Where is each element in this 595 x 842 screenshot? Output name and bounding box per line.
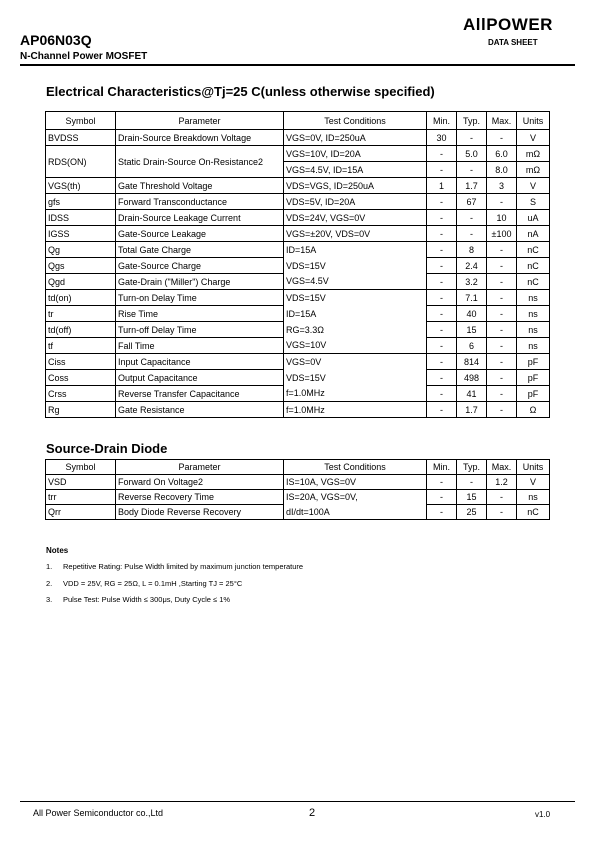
- cell-max: -: [487, 242, 517, 258]
- cell-min: -: [427, 146, 457, 162]
- cell-typ: 2.4: [457, 258, 487, 274]
- cell-max: 1.2: [487, 475, 517, 490]
- cell-symbol: Qrr: [46, 505, 116, 520]
- cell-parameter: Turn-off Delay Time: [116, 322, 284, 338]
- cell-unit: nC: [517, 274, 550, 290]
- cell-unit: nC: [517, 242, 550, 258]
- cell-symbol: Qgs: [46, 258, 116, 274]
- cell-cond: VDS=15V: [284, 258, 427, 274]
- cell-typ: 40: [457, 306, 487, 322]
- table-header-row: [46, 112, 550, 130]
- table-row: [46, 475, 550, 490]
- cell-typ: -: [457, 210, 487, 226]
- cell-parameter: Gate Threshold Voltage: [116, 178, 284, 194]
- cell-symbol: Crss: [46, 386, 116, 402]
- cell-symbol: td(off): [46, 322, 116, 338]
- cell-min: -: [427, 226, 457, 242]
- cell-unit: uA: [517, 210, 550, 226]
- col-header: Typ.: [457, 460, 487, 475]
- cell-symbol: IGSS: [46, 226, 116, 242]
- cell-min: -: [427, 210, 457, 226]
- cell-min: -: [427, 274, 457, 290]
- cell-typ: 25: [457, 505, 487, 520]
- cell-parameter: Turn-on Delay Time: [116, 290, 284, 306]
- cell-unit: ns: [517, 338, 550, 354]
- cell-cond: VGS=10V: [284, 338, 427, 354]
- cell-typ: 6: [457, 338, 487, 354]
- cell-max: -: [487, 322, 517, 338]
- table-row: [46, 306, 550, 322]
- cell-symbol: gfs: [46, 194, 116, 210]
- cell-cond: VDS=24V, VGS=0V: [284, 210, 427, 226]
- cell-cond: VDS=15V: [284, 290, 427, 306]
- cell-cond: VGS=0V: [284, 354, 427, 370]
- cell-min: -: [427, 290, 457, 306]
- table-header-row: [46, 460, 550, 475]
- cell-unit: mΩ: [517, 162, 550, 178]
- cell-typ: 67: [457, 194, 487, 210]
- cell-symbol: Rg: [46, 402, 116, 418]
- cell-unit: mΩ: [517, 146, 550, 162]
- cell-cond: dI/dt=100A: [284, 505, 427, 520]
- cell-parameter: Drain-Source Leakage Current: [116, 210, 284, 226]
- table-row: [46, 290, 550, 306]
- table-row: [46, 242, 550, 258]
- cell-typ: 7.1: [457, 290, 487, 306]
- cell-unit: nC: [517, 258, 550, 274]
- cell-parameter: Rise Time: [116, 306, 284, 322]
- col-header: Symbol: [46, 112, 116, 130]
- cell-min: -: [427, 258, 457, 274]
- cell-symbol: Qg: [46, 242, 116, 258]
- note-number: 3.: [46, 595, 53, 604]
- cell-min: 1: [427, 178, 457, 194]
- cell-parameter: Input Capacitance: [116, 354, 284, 370]
- header-divider: [20, 64, 575, 66]
- cell-unit: pF: [517, 354, 550, 370]
- cell-min: -: [427, 402, 457, 418]
- col-header: Min.: [427, 460, 457, 475]
- footer-company: All Power Semiconductor co.,Ltd: [33, 808, 164, 818]
- cell-unit: ns: [517, 490, 550, 505]
- cell-typ: -: [457, 475, 487, 490]
- note-number: 1.: [46, 562, 53, 571]
- cell-max: -: [487, 505, 517, 520]
- cell-parameter: Body Diode Reverse Recovery: [116, 505, 284, 520]
- doc-type-label: DATA SHEET: [488, 38, 538, 47]
- cell-min: -: [427, 306, 457, 322]
- cell-max: -: [487, 258, 517, 274]
- notes-title: Notes: [46, 546, 69, 555]
- col-header: Parameter: [116, 112, 284, 130]
- cell-parameter: Forward On Voltage2: [116, 475, 284, 490]
- note-item: [46, 579, 242, 588]
- cell-parameter: Reverse Recovery Time: [116, 490, 284, 505]
- note-text: Pulse Test: Pulse Width ≤ 300μs, Duty Cycle ≤ 1%: [63, 595, 231, 604]
- table-row: [46, 210, 550, 226]
- cell-cond: VDS=VGS, ID=250uA: [284, 178, 427, 194]
- cell-parameter: Forward Transconductance: [116, 194, 284, 210]
- cell-parameter: Static Drain-Source On-Resistance2: [116, 146, 284, 178]
- cell-cond: f=1.0MHz: [284, 386, 427, 402]
- cell-cond: VGS=10V, ID=20A: [284, 146, 427, 162]
- cell-max: 6.0: [487, 146, 517, 162]
- note-item: [46, 562, 303, 571]
- cell-unit: pF: [517, 370, 550, 386]
- cell-cond: VGS=±20V, VDS=0V: [284, 226, 427, 242]
- col-header: Max.: [487, 460, 517, 475]
- col-header: Symbol: [46, 460, 116, 475]
- table-row: [46, 258, 550, 274]
- cell-typ: 3.2: [457, 274, 487, 290]
- cell-max: -: [487, 194, 517, 210]
- cell-parameter: Gate Resistance: [116, 402, 284, 418]
- cell-cond: f=1.0MHz: [284, 402, 427, 418]
- cell-cond: IS=10A, VGS=0V: [284, 475, 427, 490]
- cell-parameter: Output Capacitance: [116, 370, 284, 386]
- cell-cond: VGS=0V, ID=250uA: [284, 130, 427, 146]
- cell-min: -: [427, 194, 457, 210]
- cell-min: -: [427, 475, 457, 490]
- table-row: [46, 322, 550, 338]
- cell-symbol: td(on): [46, 290, 116, 306]
- cell-typ: 1.7: [457, 402, 487, 418]
- col-header: Parameter: [116, 460, 284, 475]
- cell-cond: ID=15A: [284, 242, 427, 258]
- cell-symbol: Ciss: [46, 354, 116, 370]
- cell-symbol: VSD: [46, 475, 116, 490]
- cell-typ: -: [457, 130, 487, 146]
- cell-max: ±100: [487, 226, 517, 242]
- cell-cond: VDS=5V, ID=20A: [284, 194, 427, 210]
- cell-symbol: tr: [46, 306, 116, 322]
- cell-symbol: Coss: [46, 370, 116, 386]
- col-header: Max.: [487, 112, 517, 130]
- cell-max: -: [487, 370, 517, 386]
- table-row: [46, 146, 550, 162]
- cell-parameter: Fall Time: [116, 338, 284, 354]
- cell-symbol: RDS(ON): [46, 146, 116, 178]
- cell-min: -: [427, 162, 457, 178]
- table-row: [46, 338, 550, 354]
- table-row: [46, 386, 550, 402]
- table-row: [46, 194, 550, 210]
- cell-typ: -: [457, 162, 487, 178]
- note-number: 2.: [46, 579, 53, 588]
- table-row: [46, 178, 550, 194]
- table-row: [46, 370, 550, 386]
- cell-max: -: [487, 338, 517, 354]
- cell-min: -: [427, 338, 457, 354]
- cell-unit: nC: [517, 505, 550, 520]
- col-header: Typ.: [457, 112, 487, 130]
- cell-max: 8.0: [487, 162, 517, 178]
- cell-min: -: [427, 370, 457, 386]
- cell-min: 30: [427, 130, 457, 146]
- cell-typ: 1.7: [457, 178, 487, 194]
- note-text: Repetitive Rating: Pulse Width limited by maximum junction temperature: [63, 562, 304, 571]
- cell-min: -: [427, 490, 457, 505]
- col-header: Units: [517, 112, 550, 130]
- cell-min: -: [427, 354, 457, 370]
- cell-unit: pF: [517, 386, 550, 402]
- cell-max: -: [487, 402, 517, 418]
- cell-cond: RG=3.3Ω: [284, 322, 427, 338]
- col-header: Test Conditions: [284, 112, 427, 130]
- cell-unit: ns: [517, 306, 550, 322]
- cell-min: -: [427, 386, 457, 402]
- cell-parameter: Reverse Transfer Capacitance: [116, 386, 284, 402]
- cell-symbol: Qgd: [46, 274, 116, 290]
- cell-unit: ns: [517, 290, 550, 306]
- cell-cond: VGS=4.5V: [284, 274, 427, 290]
- source-drain-table: [45, 459, 550, 520]
- col-header: Min.: [427, 112, 457, 130]
- cell-parameter: Gate-Source Leakage: [116, 226, 284, 242]
- device-subtitle: N-Channel Power MOSFET: [20, 51, 148, 62]
- footer-divider: [20, 801, 575, 802]
- cell-unit: nA: [517, 226, 550, 242]
- cell-min: -: [427, 322, 457, 338]
- cell-parameter: Gate-Drain ("Miller") Charge: [116, 274, 284, 290]
- cell-unit: S: [517, 194, 550, 210]
- table-row: [46, 490, 550, 505]
- table-row: [46, 354, 550, 370]
- cell-typ: 15: [457, 490, 487, 505]
- cell-typ: 41: [457, 386, 487, 402]
- cell-typ: 8: [457, 242, 487, 258]
- cell-max: -: [487, 130, 517, 146]
- cell-cond: IS=20A, VGS=0V,: [284, 490, 427, 505]
- cell-cond: VGS=4.5V, ID=15A: [284, 162, 427, 178]
- cell-typ: 498: [457, 370, 487, 386]
- cell-unit: Ω: [517, 402, 550, 418]
- col-header: Units: [517, 460, 550, 475]
- cell-parameter: Gate-Source Charge: [116, 258, 284, 274]
- cell-parameter: Drain-Source Breakdown Voltage: [116, 130, 284, 146]
- cell-symbol: IDSS: [46, 210, 116, 226]
- cell-typ: 814: [457, 354, 487, 370]
- cell-max: -: [487, 274, 517, 290]
- cell-unit: V: [517, 475, 550, 490]
- cell-max: -: [487, 354, 517, 370]
- source-drain-section-title: Source-Drain Diode: [46, 441, 168, 456]
- table-row: [46, 226, 550, 242]
- cell-typ: 5.0: [457, 146, 487, 162]
- cell-cond: VDS=15V: [284, 370, 427, 386]
- cell-min: -: [427, 242, 457, 258]
- doc-version: v1.0: [535, 810, 551, 819]
- cell-unit: V: [517, 178, 550, 194]
- electrical-characteristics-table: [45, 111, 550, 418]
- page-number: 2: [309, 807, 316, 819]
- cell-max: -: [487, 490, 517, 505]
- cell-min: -: [427, 505, 457, 520]
- cell-symbol: trr: [46, 490, 116, 505]
- note-text: VDD = 25V, RG = 25Ω, L = 0.1mH ,Starting TJ = 25°C: [63, 579, 243, 588]
- company-logo: AllPOWER: [463, 15, 553, 34]
- table-row: [46, 130, 550, 146]
- cell-unit: ns: [517, 322, 550, 338]
- table-row: [46, 505, 550, 520]
- cell-typ: 15: [457, 322, 487, 338]
- cell-max: -: [487, 290, 517, 306]
- col-header: Test Conditions: [284, 460, 427, 475]
- note-item: [46, 595, 230, 604]
- cell-parameter: Total Gate Charge: [116, 242, 284, 258]
- cell-unit: V: [517, 130, 550, 146]
- table-row: [46, 274, 550, 290]
- electrical-section-title: Electrical Characteristics@Tj=25 C(unless otherwise specified): [46, 84, 435, 99]
- cell-symbol: BVDSS: [46, 130, 116, 146]
- cell-max: 10: [487, 210, 517, 226]
- cell-max: 3: [487, 178, 517, 194]
- cell-symbol: VGS(th): [46, 178, 116, 194]
- cell-max: -: [487, 306, 517, 322]
- cell-cond: ID=15A: [284, 306, 427, 322]
- part-number: AP06N03Q: [20, 32, 92, 48]
- table-row: [46, 402, 550, 418]
- cell-max: -: [487, 386, 517, 402]
- cell-typ: -: [457, 226, 487, 242]
- cell-symbol: tf: [46, 338, 116, 354]
